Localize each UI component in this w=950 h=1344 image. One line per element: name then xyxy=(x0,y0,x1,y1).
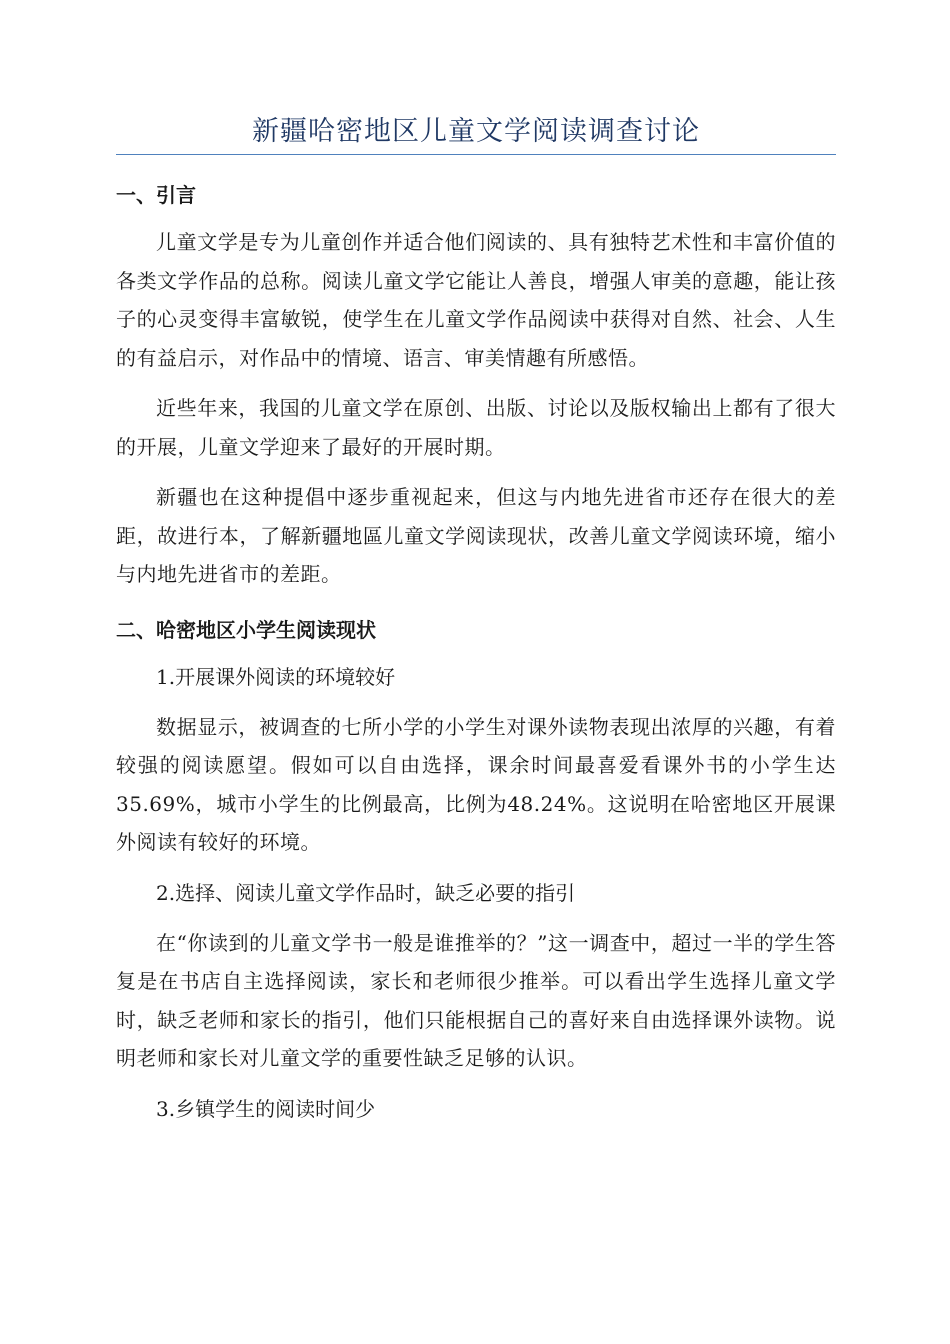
paragraph: 近些年来，我国的儿童文学在原创、出版、讨论以及版权输出上都有了很大的开展，儿童文学迎来了最好的开展时期。 xyxy=(116,396,836,459)
section-reading-status xyxy=(116,612,836,1128)
document-title: 新疆哈密地区儿童文学阅读调查讨论 xyxy=(252,116,700,147)
subsection-heading: 1.开展课外阅读的环境较好 xyxy=(156,664,396,689)
paragraph: 在“你读到的儿童文学书一般是谁推举的？”这一调查中，超过一半的学生答复是在书店自主选择阅读，家长和老师很少推举。可以看出学生选择儿童文学时，缺乏老师和家长的指引，他们只能根据自己的喜好来自由选择课外读物。说明老师和家长对儿童文学的重要性缺乏足够的认识。 xyxy=(116,930,836,1070)
subsection-heading: 2.选择、阅读儿童文学作品时，缺乏必要的指引 xyxy=(156,880,576,905)
section-heading: 二、哈密地区小学生阅读现状 xyxy=(116,617,376,642)
paragraph: 数据显示，被调查的七所小学的小学生对课外读物表现出浓厚的兴趣，有着较强的阅读愿望。假如可以自由选择，课余时间最喜爱看课外书的小学生达35.69%，城市小学生的比例最高，比例为48.24%。这说明在哈密地区开展课外阅读有较好的环境。 xyxy=(116,714,836,854)
document-page xyxy=(116,110,836,1140)
title-underline xyxy=(116,154,836,155)
paragraph: 新疆也在这种提倡中逐步重视起来，但这与内地先进省市还存在很大的差距，故进行本，了解新疆地區儿童文学阅读现状，改善儿童文学阅读环境，缩小与内地先进省市的差距。 xyxy=(116,485,836,586)
paragraph: 儿童文学是专为儿童创作并适合他们阅读的、具有独特艺术性和丰富价值的各类文学作品的总称。阅读儿童文学它能让人善良，增强人审美的意趣，能让孩子的心灵变得丰富敏锐，使学生在儿童文学作品阅读中获得对自然、社会、人生的有益启示，对作品中的情境、语言、审美情趣有所感悟。 xyxy=(116,230,836,370)
section-heading: 一、引言 xyxy=(116,183,196,207)
section-introduction xyxy=(116,177,836,594)
subsection-heading: 3.乡镇学生的阅读时间少 xyxy=(156,1096,376,1121)
